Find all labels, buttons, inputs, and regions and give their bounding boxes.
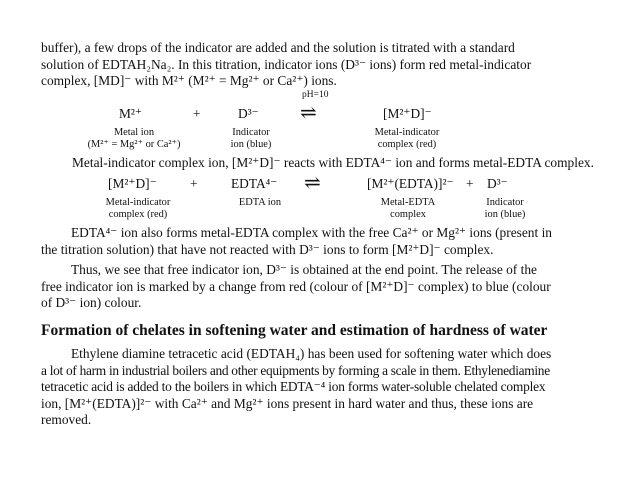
label-metal-indicator-complex — [362, 127, 452, 151]
equilibrium-arrow-icon: ⇌ — [300, 102, 317, 124]
label-metal-ion — [64, 127, 204, 151]
text-line: free indicator ion is marked by a change from red (colour of [M²⁺D]⁻ complex) to blue (colour — [41, 278, 551, 294]
label-indicator-ion — [216, 127, 286, 151]
product-indicator-ion: D³⁻ — [487, 176, 508, 191]
label-line: Indicator — [232, 127, 270, 138]
label-edta-ion — [220, 197, 300, 209]
text-line: the titration solution) that have not reacted with D³⁻ ions to form [M²⁺D]⁻ complex. — [41, 241, 494, 257]
label-line: ion (blue) — [230, 139, 272, 150]
paragraph-end-point — [41, 262, 603, 312]
paragraph-water-softening — [41, 346, 603, 429]
label-line: complex — [390, 209, 426, 220]
text-line: solution of EDTAH₂Na₂. In this titration, indicator ions (D³⁻ ions) form red metal-indicator — [41, 56, 532, 72]
reactant-edta-ion: EDTA⁴⁻ — [231, 176, 278, 191]
label-line: complex (red) — [377, 139, 437, 150]
label-line: Metal-indicator — [105, 197, 171, 208]
text-line: a lot of harm in industrial boilers and other equipments by forming a scale in them. Ethylenediamine — [41, 362, 550, 378]
label-indicator-ion — [470, 197, 540, 221]
label-line: Metal-EDTA — [380, 197, 436, 208]
reactant-metal-indicator-complex: [M²⁺D]⁻ — [108, 176, 157, 191]
paragraph-buffer-titration — [41, 40, 603, 90]
reaction-description: Metal-indicator complex ion, [M²⁺D]⁻ reacts with EDTA⁴⁻ ion and forms metal-EDTA complex. — [72, 155, 594, 170]
text-line: EDTA⁴⁻ ion also forms metal-EDTA complex with the free Ca²⁺ or Mg²⁺ ions (present in — [71, 225, 552, 240]
section-heading: Formation of chelates in softening water and estimation of hardness of water — [41, 322, 548, 339]
reactant-indicator-ion: D³⁻ — [238, 106, 259, 121]
label-line: ion (blue) — [484, 209, 526, 220]
label-line: Metal-indicator — [374, 127, 440, 138]
text-line: Thus, we see that free indicator ion, D³⁻ is obtained at the end point. The release of the — [71, 262, 537, 277]
text-line: removed. — [41, 412, 92, 428]
text-line: complex, [MD]⁻ with M²⁺ (M²⁺ = Mg²⁺ or Ca²⁺) ions. — [41, 73, 337, 89]
text-line: buffer), a few drops of the indicator are added and the solution is titrated with a standard — [41, 40, 515, 55]
label-line: complex (red) — [108, 209, 168, 220]
plus-sign: + — [466, 176, 474, 191]
label-line: EDTA ion — [238, 197, 282, 208]
text-line: ion, [M²⁺(EDTA)]²⁻ with Ca²⁺ and Mg²⁺ ions present in hard water and thus, these ions are — [41, 395, 534, 411]
text-line: tetracetic acid is added to the boilers in which EDTA⁻⁴ ion forms water-soluble chelated complex — [41, 379, 546, 395]
label-line: (M²⁺ = Mg²⁺ or Ca²⁺) — [87, 139, 181, 150]
text-line: of D³⁻ ion) colour. — [41, 295, 142, 311]
reaction-condition: pH=10 — [302, 90, 329, 100]
label-line: Metal ion — [113, 127, 155, 138]
product-metal-edta-complex: [M²⁺(EDTA)]²⁻ — [367, 176, 454, 191]
plus-sign: + — [190, 176, 198, 191]
label-line: Indicator — [486, 197, 524, 208]
label-metal-edta-complex — [368, 197, 448, 221]
label-metal-indicator-complex — [88, 197, 188, 221]
paragraph-edta-free-ions — [41, 225, 603, 258]
plus-sign: + — [193, 106, 201, 121]
product-metal-indicator-complex: [M²⁺D]⁻ — [383, 106, 432, 121]
equilibrium-arrow-icon: ⇌ — [304, 172, 321, 194]
text-line: Ethylene diamine tetracetic acid (EDTAH₄) has been used for softening water which does — [71, 346, 552, 361]
reactant-metal-ion: M²⁺ — [119, 106, 142, 121]
